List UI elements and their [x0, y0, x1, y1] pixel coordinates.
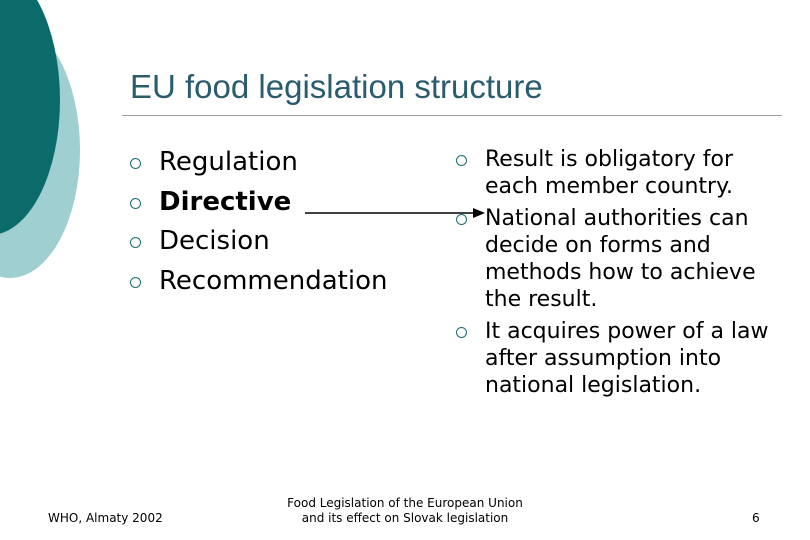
footer-title: [270, 496, 540, 526]
circle-bullet-icon: [130, 277, 141, 288]
detail-item-text: Result is obligatory for each member country.: [485, 147, 734, 199]
detail-item: [455, 318, 775, 399]
list-item-label: Recommendation: [159, 265, 388, 296]
list-item-recommendation: [130, 262, 387, 302]
circle-bullet-icon: [456, 155, 467, 166]
legislation-types-list: [130, 143, 387, 301]
footer-source: WHO, Almaty 2002: [48, 511, 163, 525]
directive-details-list: [455, 146, 775, 404]
circle-bullet-icon: [456, 327, 467, 338]
footer-title-line2: and its effect on Slovak legislation: [301, 511, 509, 525]
circle-bullet-icon: [130, 158, 141, 169]
page-number: 6: [752, 511, 760, 525]
decorative-circles: [0, 0, 140, 300]
circle-bullet-icon: [130, 198, 141, 209]
list-item-regulation: [130, 143, 387, 183]
circle-bullet-icon: [456, 214, 467, 225]
detail-item: [455, 146, 775, 200]
detail-item: [455, 205, 775, 313]
list-item-decision: [130, 222, 387, 262]
slide-title: EU food legislation structure: [130, 68, 543, 105]
detail-item-text: National authorities can decide on forms and methods how to achieve the result.: [485, 206, 756, 312]
title-divider: [122, 115, 782, 116]
footer-title-line1: Food Legislation of the European Union: [287, 496, 523, 510]
list-item-label: Directive: [159, 186, 292, 217]
detail-item-text: It acquires power of a law after assumption into national legislation.: [485, 319, 769, 398]
list-item-label: Regulation: [159, 147, 298, 177]
list-item-label: Decision: [159, 226, 270, 256]
circle-bullet-icon: [130, 237, 141, 248]
